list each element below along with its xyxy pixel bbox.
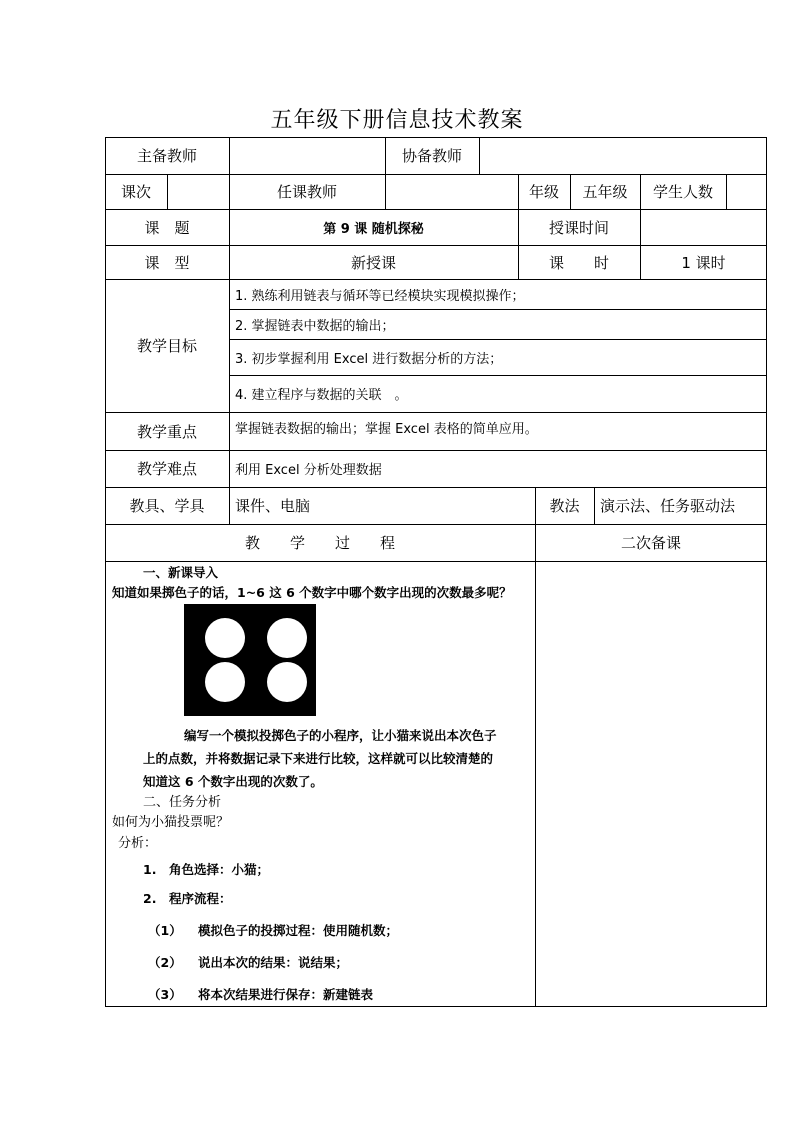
students-value[interactable] (726, 174, 767, 209)
section-intro-heading: 一、新课导入 (143, 565, 219, 580)
vote-question: 如何为小猫投票呢？ (112, 815, 230, 830)
dice-pip (205, 618, 245, 658)
second-prep-header: 二次备课 (620, 534, 681, 552)
sub-step-text: 说出本次的结果：说结果； (198, 955, 349, 970)
row-divider (105, 561, 767, 562)
goal-item: 1. 熟练利用链表与循环等已经模块实现模拟操作； (235, 288, 525, 304)
method-value: 演示法、任务驱动法 (600, 497, 736, 515)
grade-label: 年级 (528, 183, 559, 201)
sub-step-text: 将本次结果进行保存：新建链表 (198, 987, 374, 1002)
teacher-label: 任课教师 (276, 183, 337, 201)
method-label: 教法 (549, 497, 580, 515)
tools-value: 课件、电脑 (235, 497, 311, 515)
step-role: 1. 角色选择：小猫； (143, 862, 269, 877)
grade-value: 五年级 (582, 183, 628, 201)
lead-teacher-value[interactable] (229, 137, 385, 174)
difficulties-value: 利用 Excel 分析处理数据 (235, 463, 382, 478)
sub-step-number: （1） (148, 923, 182, 938)
dice-pip (267, 662, 307, 702)
analysis-label: 分析： (118, 836, 158, 851)
lesson-type-label: 课 型 (144, 253, 190, 272)
co-teacher-label: 协备教师 (401, 147, 462, 165)
key-points-label: 教学重点 (136, 422, 197, 441)
sub-step-text: 模拟色子的投掷过程：使用随机数； (198, 923, 399, 938)
section-task-heading: 二、任务分析 (143, 795, 222, 810)
col-divider (535, 487, 536, 1007)
tools-label: 教具、学具 (129, 497, 205, 515)
dice-image (184, 604, 316, 716)
class-time-value[interactable] (640, 209, 767, 245)
process-header: 教 学 过 程 (244, 534, 395, 552)
topic-label: 课 题 (144, 218, 190, 237)
dice-pip (267, 618, 307, 658)
key-points-value: 掌握链表数据的输出；掌握 Excel 表格的简单应用。 (235, 421, 538, 437)
goal-item: 4. 建立程序与数据的关联 。 (235, 388, 408, 403)
difficulties-label: 教学难点 (136, 460, 197, 478)
co-teacher-value[interactable] (479, 137, 765, 174)
dice-pip (205, 662, 245, 702)
teacher-value[interactable] (385, 174, 518, 209)
intro-paragraph-line: 编写一个模拟投掷色子的小程序，让小猫来说出本次色子 (184, 728, 497, 743)
lesson-no-label: 课次 (120, 183, 151, 201)
goals-label: 教学目标 (136, 337, 197, 355)
page-title: 五年级下册信息技术教案 (270, 108, 524, 133)
students-label: 学生人数 (652, 183, 713, 201)
goal-item: 2. 掌握链表中数据的输出； (235, 318, 395, 334)
sub-step-number: （2） (148, 955, 182, 970)
intro-paragraph-line: 知道这 6 个数字出现的次数了。 (143, 774, 323, 789)
topic-value: 第 9 课 随机探秘 (323, 221, 424, 237)
goal-item: 3. 初步掌握利用 Excel 进行数据分析的方法； (235, 351, 503, 367)
class-time-label: 授课时间 (548, 218, 609, 237)
lesson-type-value: 新授课 (350, 253, 396, 272)
intro-paragraph-line: 上的点数，并将数据记录下来进行比较，这样就可以比较清楚的 (143, 751, 494, 766)
sub-step-number: （3） (148, 987, 182, 1002)
lesson-no-value[interactable] (167, 174, 229, 209)
lead-teacher-label: 主备教师 (136, 147, 197, 165)
step-flow: 2. 程序流程： (143, 891, 232, 906)
intro-question: 知道如果掷色子的话，1~6 这 6 个数字中哪个数字出现的次数最多呢？ (112, 585, 512, 600)
hours-label: 课 时 (548, 253, 609, 272)
hours-value: 1 课时 (681, 253, 726, 272)
